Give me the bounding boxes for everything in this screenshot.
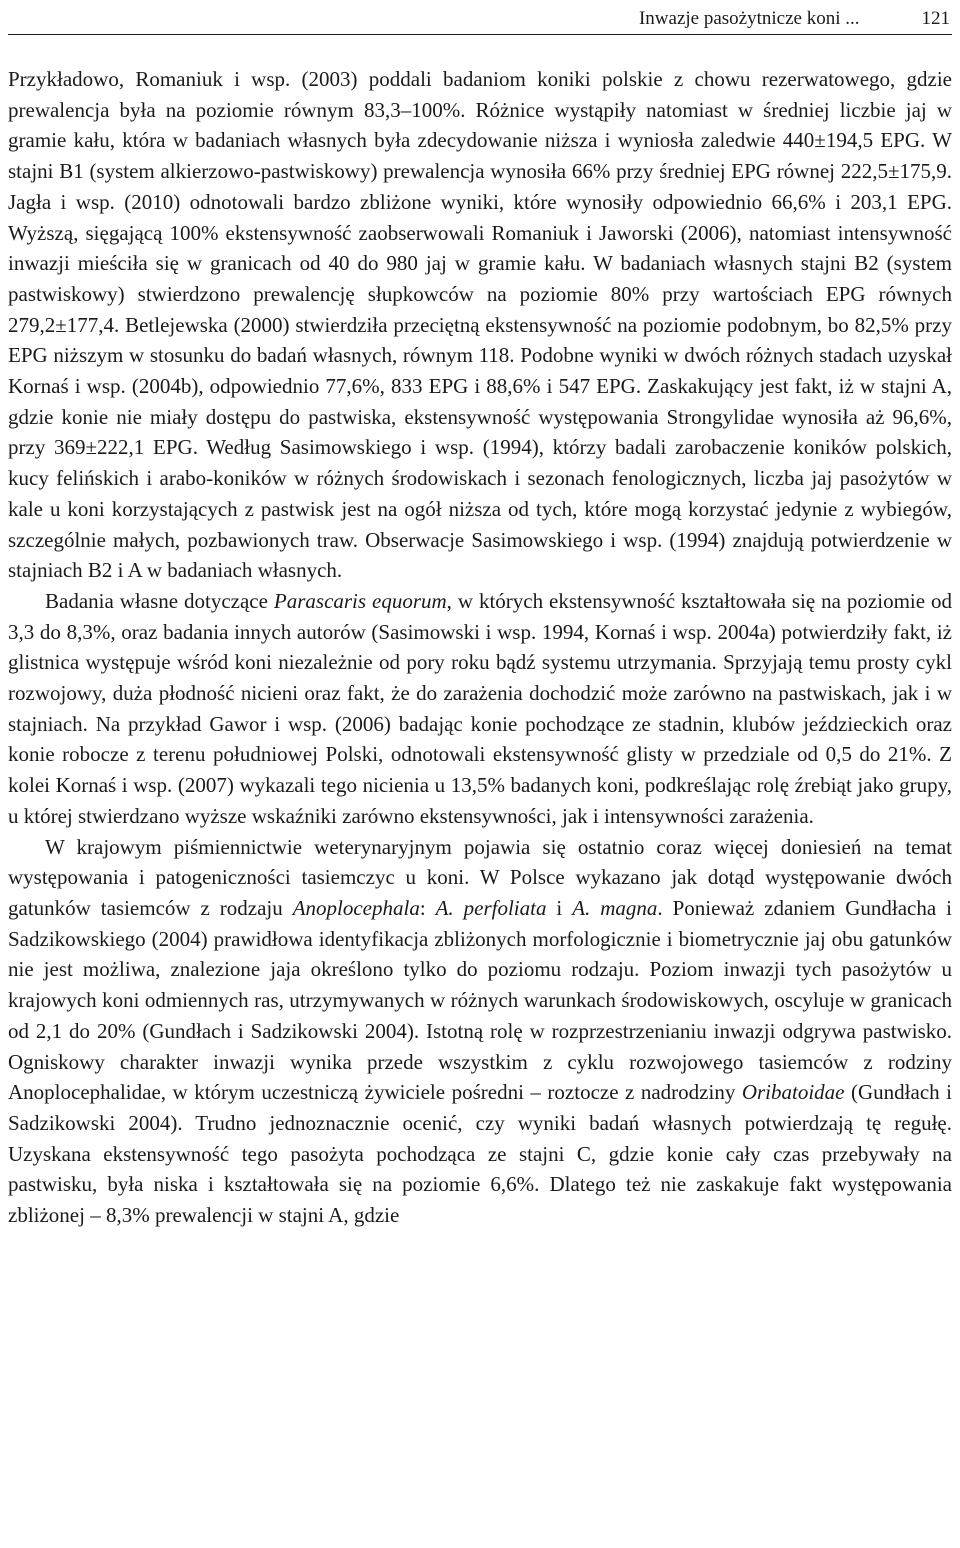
text-segment: W krajowym piśmiennictwie weterynaryjnym pojawia się ostatnio coraz więcej doniesień na temat występowania i patogeniczności tasiemczyc u koni. W Polsce wykazano jak dotąd występowanie dwóch gatunków tasiemców z rodzaju (8, 834, 952, 920)
text-segment: (Gundłach i Sadzikowski 2004). Trudno jednoznacznie ocenić, czy wyniki badań własnych potwierdzają tę regułę. Uzyskana ekstensywność tego pasożyta pochodząca ze stajni C, gdzie konie cały czas przebywały na pastwisku, była niska i kształtowała się na poziomie 6,6%. Dlatego też nie zaskakuje fakt występowania zbliżonej – 8,3% prewalencji w stajni A, gdzie (8, 1080, 952, 1228)
text-segment: : (419, 895, 436, 920)
paragraph-2 (8, 586, 952, 832)
page-number: 121 (921, 8, 950, 29)
text-segment: Badania własne dotyczące (45, 588, 274, 613)
paragraph-1 (8, 64, 952, 586)
text-segment: i (546, 895, 573, 920)
genus-name: Anoplocephala (292, 895, 420, 920)
text-segment: Przykładowo, Romaniuk i wsp. (2003) poddali badaniom koniki polskie z chowu rezerwatowego, gdzie prewalencja była na poziomie równym 83,3–100%. Różnice wystąpiły natomiast w średniej liczbie jaj w gramie kału, która w badaniach własnych była zdecydowanie niższa i wyniosła zaledwie 440±194,5 EPG. W stajni B1 (system alkierzowo-pastwiskowy) prewalencja wynosiła 66% przy średniej EPG równej 222,5±175,9. Jagła i wsp. (2010) odnotowali bardzo zbliżone wyniki, które wynosiły odpowiednio 66,6% i 203,1 EPG. Wyższą, sięgającą 100% ekstensywność zaobserwowali Romaniuk i Jaworski (2006), natomiast intensywność inwazji mieściła się w granicach od 40 do 980 jaj w gramie kału. W badaniach własnych stajni B2 (system pastwiskowy) stwierdzono prewalencję słupkowców na poziomie 80% przy wartościach EPG równych 279,2±177,4. Betlejewska (2000) stwierdziła przeciętną ekstensywność na poziomie podobnym, bo 82,5% przy EPG niższym w stosunku do badań własnych, równym 118. Podobne wyniki w dwóch różnych stadach uzyskał Kornaś i wsp. (2004b), odpowiednio 77,6%, 833 EPG i 88,6% i 547 EPG. Zaskakujący jest fakt, iż w stajni A, gdzie konie nie miały dostępu do pastwiska, ekstensywność występowania Strongylidae wynosiła aż 96,6%, przy 369±222,1 EPG. Według Sasimowskiego i wsp. (1994), którzy badali zarobaczenie koników polskich, kucy felińskich i arabo-koników w różnych środowiskach i sezonach fenologicznych, liczba jaj pasożytów w kale u koni korzystających z pastwisk jest na ogół niższa od tych, które mogą korzystać jedynie z wybiegów, szczególnie małych, pozbawionych traw. Obserwacje Sasimowskiego i wsp. (1994) znajdują potwierdzenie w stajniach B2 i A w badaniach własnych. (8, 67, 952, 583)
running-header (8, 0, 952, 35)
text-segment: . Ponieważ zdaniem Gundłacha i Sadzikowskiego (2004) prawidłowa identyfikacja zbliżonych morfologicznie i biometrycznie jaj obu gatunków nie jest możliwa, znalezione jaja określono tylko do poziomu rodzaju. Poziom inwazji tych pasożytów u krajowych koni odmiennych ras, utrzymywanych w różnych warunkach środowiskowych, oscyluje w granicach od 2,1 do 20% (Gundłach i Sadzikowski 2004). Istotną rolę w rozprzestrzenianiu inwazji odgrywa pastwisko. Ogniskowy charakter inwazji wynika przede wszystkim z cyklu rozwojowego tasiemców z rodziny Anoplocephalidae, w którym uczestniczą żywiciele pośredni – roztocze z nadrodziny (8, 895, 952, 1105)
body-text (8, 64, 952, 1231)
species-name: A. perfoliata (435, 895, 547, 920)
running-title: Inwazje pasożytnicze koni ... (638, 8, 860, 29)
species-name: A. magna (572, 895, 658, 920)
species-name: Parascaris equorum (273, 588, 447, 613)
page (8, 0, 952, 1548)
text-segment: , w których ekstensywność kształtowała się na poziomie od 3,3 do 8,3%, oraz badania innych autorów (Sasimowski i wsp. 1994, Kornaś i wsp. 2004a) potwierdziły fakt, iż glistnica występuje wśród koni niezależnie od pory roku bądź systemu utrzymania. Sprzyjają temu prosty cykl rozwojowy, duża płodność nicieni oraz fakt, że do zarażenia dochodzić może zarówno na pastwiskach, jak i w stajniach. Na przykład Gawor i wsp. (2006) badając konie pochodzące ze stadnin, klubów jeździeckich oraz konie robocze z terenu południowej Polski, odnotowali ekstensywność glisty w przedziale od 0,5 do 21%. Z kolei Kornaś i wsp. (2007) wykazali tego nicienia u 13,5% badanych koni, podkreślając rolę źrebiąt jako grupy, u której stwierdzano wyższe wskaźniki zarówno ekstensywności, jak i intensywności zarażenia. (8, 588, 952, 828)
paragraph-3 (8, 832, 952, 1231)
taxon-name: Oribatoidae (741, 1080, 845, 1105)
